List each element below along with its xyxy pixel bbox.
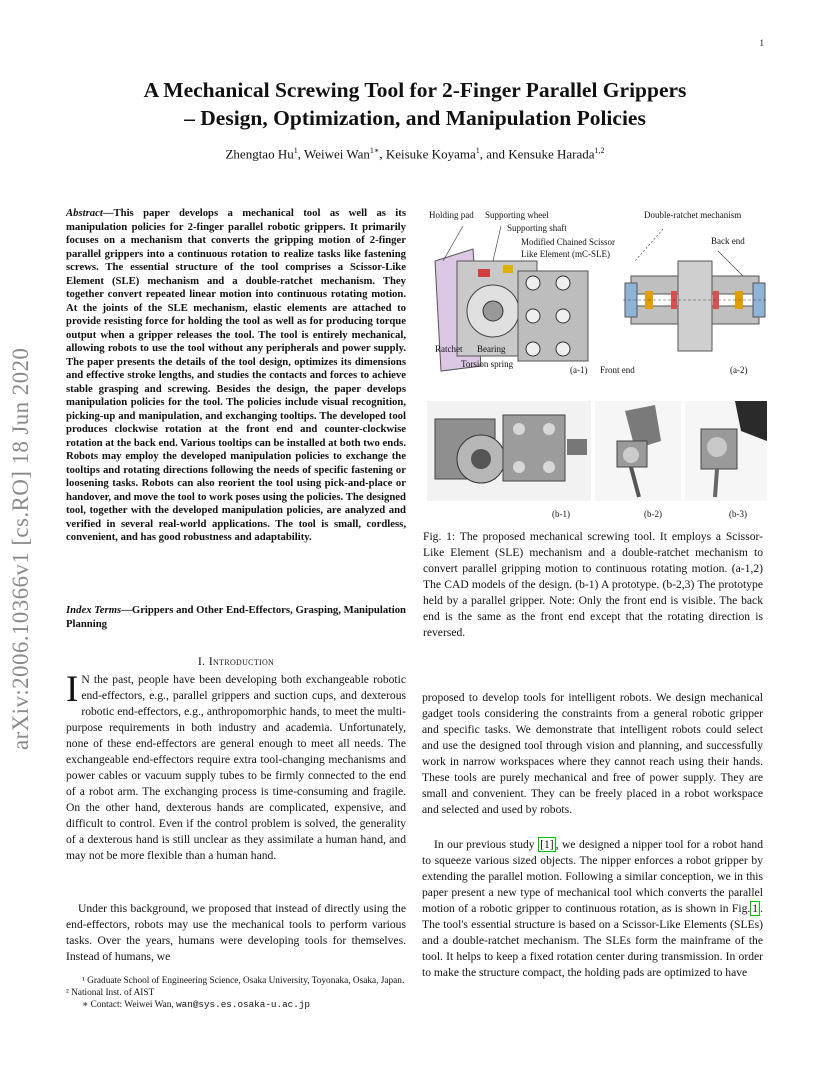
para2-text-a: In our previous study (434, 838, 539, 851)
label-front-end: Front end (600, 365, 635, 375)
label-holding-pad: Holding pad (429, 210, 474, 220)
abstract (66, 207, 406, 545)
label-supporting-shaft: Supporting shaft (507, 223, 567, 233)
label-supporting-wheel: Supporting wheel (485, 210, 549, 220)
figure-caption: Fig. 1: The proposed mechanical screwing tool. It employs a Scissor-Like Element (SLE) mechanism and a double-ratchet mechanism to convert parallel gripping motion to continuous rotating motion. (a-1,2) The CAD models of the design. (b-1) A prototype. (b-2,3) The prototype held by a parallel gripper. Note: Only the front end is visible. The back end is the same as the front end except that the rotating direction is reversed. (423, 530, 763, 639)
paper-title (100, 76, 730, 132)
intro-paragraph-1-text: N the past, people have been developing both exchangeable robotic end-effectors, e.g., parallel grippers and suction cups, and dexterous robotic end-effectors, e.g., anthropomorphic hands, to meet the multi-purpose requirements in both industry and academia. Unfortunately, none of these end-effectors are general enough to meet all needs. The exchangeable end-effectors require extra tool-changing mechanisms and power cables or vacuum supply tubes to be firmly connected to the end of a robot arm. The exchanging process is time-consuming and fragile. On the other hand, dexterous hands are complicated, expensive, and difficult to control. Even if the control problem is solved, the generality of a dexterous hand is still unclear as they assimilate a human hand, and may not be more flexible than a human hand. (66, 673, 406, 862)
photo-gripper-b2 (595, 401, 681, 501)
label-b3: (b-3) (729, 509, 747, 519)
drop-cap: I (66, 669, 79, 710)
label-a1: (a-1) (570, 365, 588, 375)
intro-paragraph-2: Under this background, we proposed that instead of directly using the end-effectors, robots may use the mechanical tools to perform various tasks. Over the years, humans were developing tools for themselves. Instead of humans, we (66, 902, 406, 963)
right-paragraph-2 (422, 837, 763, 981)
index-terms-text: —Grippers and Other End-Effectors, Grasping, Manipulation Planning (66, 604, 406, 630)
contact-email[interactable]: wan@sys.es.osaka-u.ac.jp (176, 999, 310, 1010)
label-torsion-spring: Torsion spring (461, 359, 514, 369)
photo-prototype-b1 (427, 401, 591, 501)
cad-model-a2 (623, 221, 768, 381)
author: Kensuke Harada (508, 146, 595, 162)
para2-text-b: , we designed a nipper tool for a robot hand to squeeze various sized objects. The nipper enforces a robot gripper by extending the parallel motion. Following a similar conception, we in this paper present a new type of mechanical tool which converts the parallel motion of a robotic gripper to continuous rotation, as is shown in Fig. (422, 838, 763, 915)
title-line-2: – Design, Optimization, and Manipulation Policies (184, 106, 646, 130)
photo-gripper-b3 (685, 401, 767, 501)
label-ratchet: Ratchet (435, 344, 463, 354)
label-double-ratchet: Double-ratchet mechanism (644, 210, 742, 220)
abstract-text: —This paper develops a mechanical tool as well as its manipulation policies for 2-finger parallel robotic grippers. It primarily focuses on a mechanism that converts the gripping motion of 2-finger parallel grippers into a continuous rotation to realize tasks like fastening screws. The essential structure of the tool comprises a Scissor-Like Element (SLE) mechanism and a double-ratchet mechanism. They together convert repeated linear motion into continuous rotating motion. At the joints of the SLE mechanism, elastic elements are attached to provide resisting force for holding the tool as well as for producing torque output when a gripper releases the tool. The tool is entirely mechanical, allowing robots to use the tool without any peripherals and power supply. The paper presents the details of the tool design, optimizes its dimensions and effective stroke lengths, and studies the contacts and forces to achieve stable grasping and screwing. Besides the design, the paper develops manipulation policies for the tool. The policies include visual recognition, picking-up and manipulation, and exchanging tooltips. The developed tool produces clockwise rotation at the front end and counter-clockwise rotation at the back end. Various tooltips can be installed at both two ends. Robots may employ the developed manipulation policies to exchange the tooltips and rotating directions following the needs of specific fastening or loosening tasks. Robots can also reorient the tool using pick-and-place or handover, and move the tool to work poses using the policies. The designed tool, together with the developed manipulation policies, are analyzed and verified in several real-world applications. The tool is small, cordless, convenient, and has good robustness and adaptability. (66, 207, 406, 543)
figure-1 (423, 203, 768, 521)
author: Zhengtao Hu (225, 146, 294, 162)
intro-paragraph-1 (66, 669, 406, 864)
contact-label: ∗ Contact: Weiwei Wan, (82, 1000, 174, 1010)
index-terms-label: Index Terms (66, 604, 122, 616)
figure-reference-link[interactable]: 1 (752, 902, 759, 915)
label-a2: (a-2) (730, 365, 748, 375)
footnotes (66, 975, 406, 1011)
author-affiliation: 1∗ (369, 146, 380, 155)
label-b2: (b-2) (644, 509, 662, 519)
author-list: Zhengtao Hu$^1$, Weiwei Wan$^{1∗}$, Keisuke Koyama$^1$, and Kensuke Harada$^{1,2}$ (225, 146, 605, 162)
author-affiliation: 1 (475, 146, 480, 155)
footnote-contact (66, 999, 406, 1011)
section-heading: I. Introduction (197, 654, 275, 668)
title-line-1: A Mechanical Screwing Tool for 2-Finger Parallel Grippers (143, 78, 687, 102)
label-back-end: Back end (711, 236, 745, 246)
author-affiliation: 1,2 (594, 146, 605, 155)
label-mc-sle-1: Modified Chained Scissor (521, 237, 615, 247)
arxiv-identifier: arXiv:2006.10366v1 [cs.RO] 18 Jun 2020 (8, 347, 33, 750)
author-affiliation: 1 (293, 146, 298, 155)
author: Weiwei Wan (303, 146, 370, 162)
index-terms (66, 604, 406, 631)
footnote-affiliations: ¹ Graduate School of Engineering Science, Osaka University, Toyonaka, Osaka, Japan. ² National Inst. of AIST (66, 976, 405, 998)
author: Keisuke Koyama (385, 146, 476, 162)
citation-link[interactable]: [1] (540, 838, 554, 851)
page-number: 1 (759, 38, 764, 48)
label-mc-sle-2: Like Element (mC-SLE) (521, 249, 610, 259)
abstract-label: Abstract (66, 207, 103, 219)
para2-text-c: . The tool's essential structure is based on a Scissor-Like Elements (SLEs) and a double-ratchet mechanism. The SLEs form the mainframe of the tool. It helps to keep a fixed rotation center during transmission. In order to make the structure compact, the holding pads are optimized to have (422, 902, 763, 979)
label-bearing: Bearing (477, 344, 506, 354)
label-b1: (b-1) (552, 509, 570, 519)
right-paragraph-1: proposed to develop tools for intelligent robots. We design mechanical gadget tools considering the constraints from a general robotic gripper and specific tasks. We demonstrate that intelligent robots could select and use the designed tool through vision and planning, and successfully work in narrow workspaces where they cannot reach using their hands. These tools are purely mechanical and free of power supply. They are small and convenient. They can be freely placed in a robot workspace and selected and used by robots. (422, 691, 763, 816)
